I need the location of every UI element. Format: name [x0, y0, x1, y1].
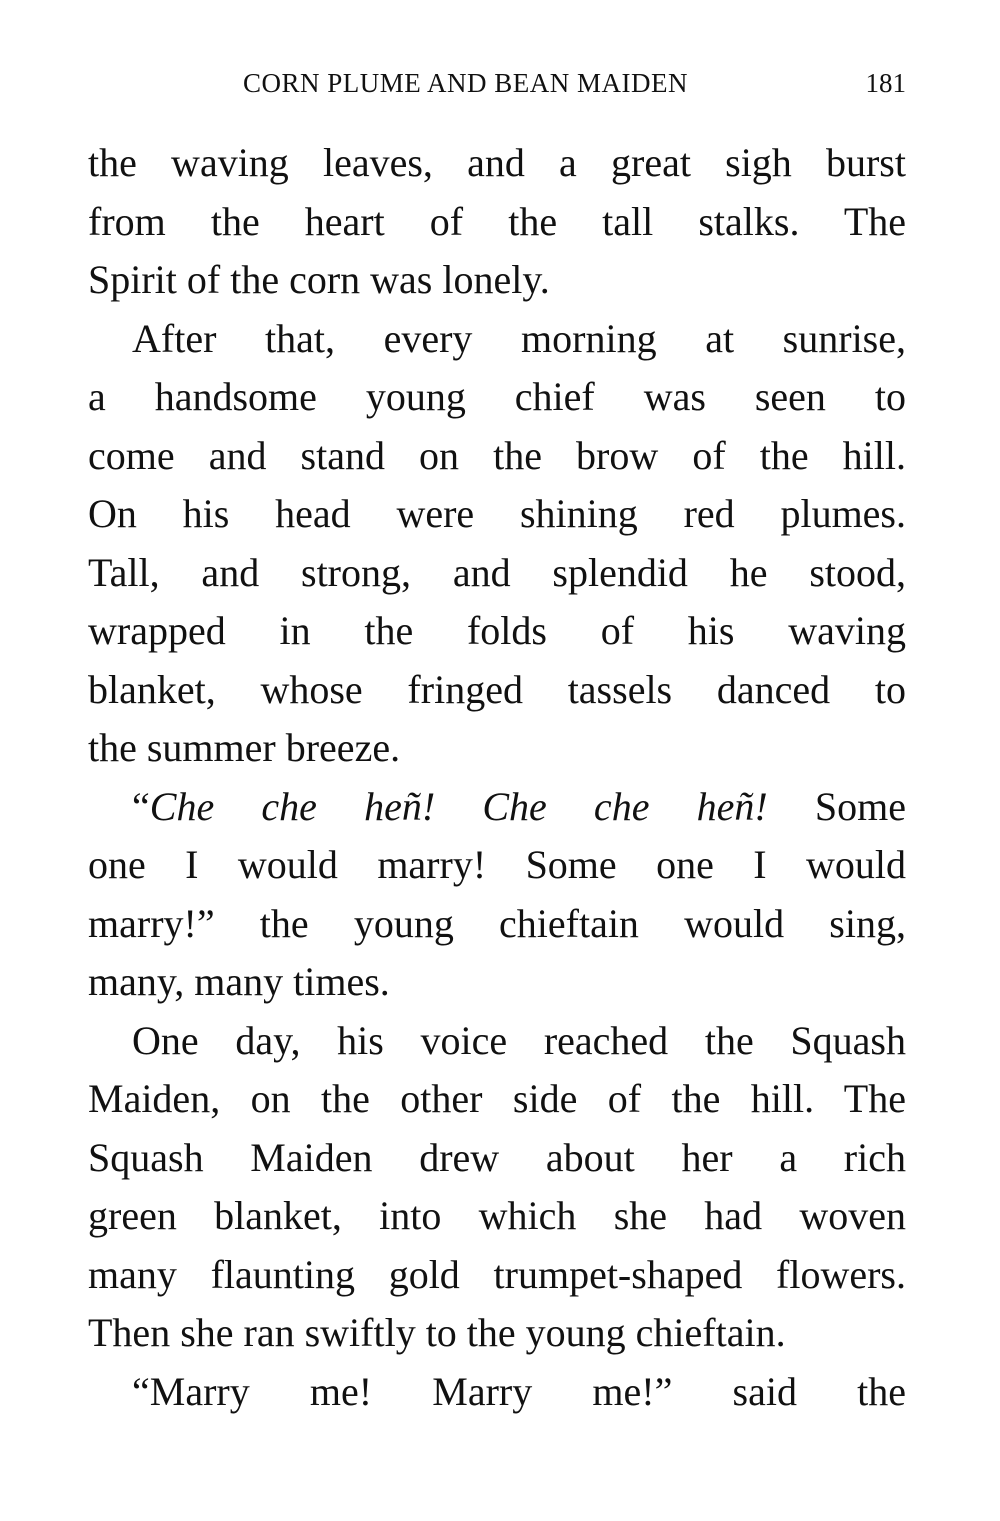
- song-text: Che che heñ! Che che heñ!: [149, 783, 768, 829]
- text-line: from the heart of the tall stalks. The: [88, 198, 906, 244]
- text-line: Spirit of the corn was lonely.: [88, 257, 550, 302]
- open-quote: “: [132, 783, 150, 829]
- text-line: the summer breeze.: [88, 725, 401, 770]
- text-line: After that, every morning at sunrise,: [132, 315, 906, 361]
- body-text: [88, 134, 906, 1421]
- text-line: Tall, and strong, and splendid he stood,: [88, 549, 906, 595]
- text-line: Then she ran swiftly to the young chieftain.: [88, 1310, 786, 1355]
- text-line: marry!” the young chieftain would sing,: [88, 900, 906, 946]
- text-line: Squash Maiden drew about her a rich: [88, 1134, 906, 1180]
- text-line: come and stand on the brow of the hill.: [88, 432, 906, 478]
- text-line: many flaunting gold trumpet-shaped flowers.: [88, 1251, 906, 1297]
- song-line-rest: Some: [767, 783, 906, 829]
- text-line: Maiden, on the other side of the hill. The: [88, 1076, 906, 1121]
- song-line: [88, 778, 906, 837]
- page-header: [88, 68, 906, 108]
- text-line: “Marry me! Marry me!” said the: [132, 1368, 906, 1414]
- text-line: the waving leaves, and a great sigh burst: [88, 140, 906, 185]
- page-number: 181: [865, 68, 906, 98]
- text-line: a handsome young chief was seen to: [88, 374, 906, 419]
- text-line: one I would marry! Some one I would: [88, 842, 906, 887]
- text-line: One day, his voice reached the Squash: [132, 1017, 906, 1063]
- text-line: many, many times.: [88, 959, 390, 1004]
- text-line: blanket, whose fringed tassels danced to: [88, 666, 906, 712]
- running-title: CORN PLUME AND BEAN MAIDEN: [243, 68, 689, 98]
- text-line: wrapped in the folds of his waving: [88, 608, 906, 653]
- text-line: green blanket, into which she had woven: [88, 1193, 906, 1238]
- text-line: On his head were shining red plumes.: [88, 491, 906, 536]
